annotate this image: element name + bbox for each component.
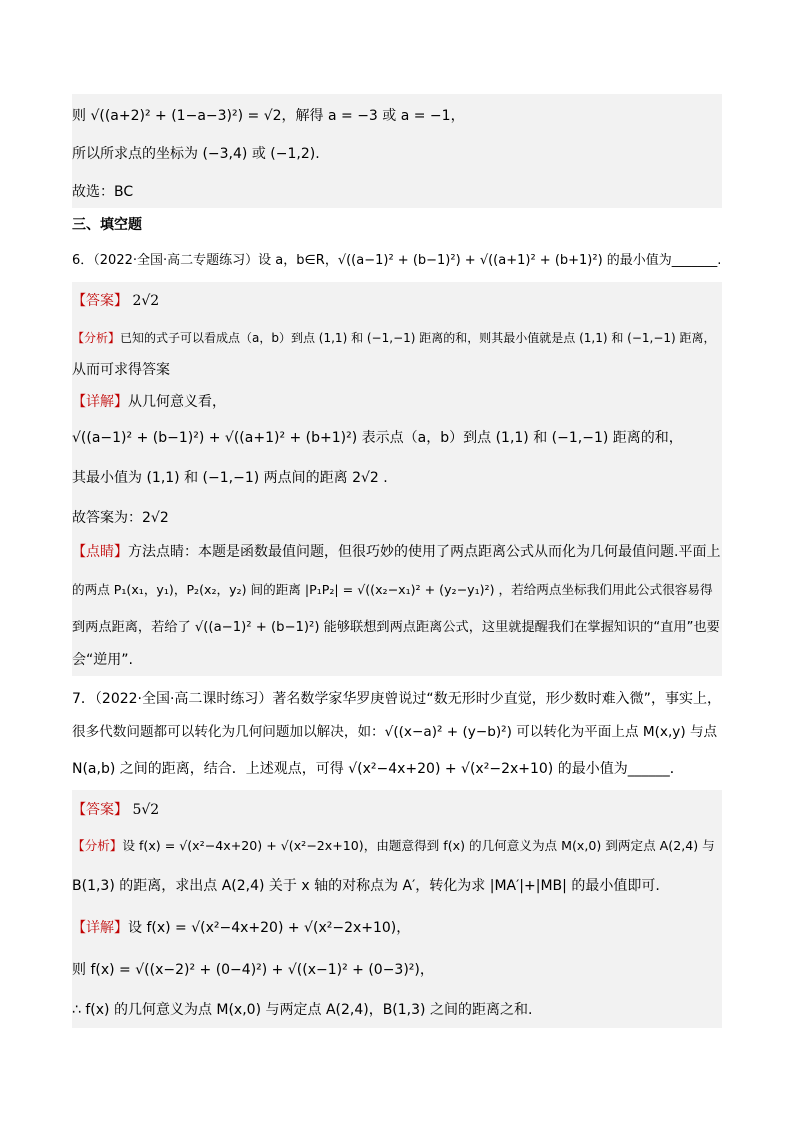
q6-detail-line: 故答案为：2√2	[72, 510, 169, 526]
q6-analysis-line: 从而可求得答案	[72, 362, 170, 378]
answer-tag: 【答案】	[72, 293, 128, 309]
point-text: 方法点睛：本题是函数最值问题，但很巧妙的使用了两点距离公式从而化为几何最值问题.平面上	[128, 544, 721, 560]
analysis-text: 已知的式子可以看成点（a，b）到点 (1,1) 和 (−1,−1) 距离的和，则其最小值就是点 (1,1) 和 (−1,−1) 距离，	[120, 331, 716, 345]
q7-detail-line: 则 f(x) = √((x−2)² + (0−4)²) + √((x−1)² + (0−3)²)，	[72, 962, 434, 978]
q7-answer-line	[72, 800, 159, 820]
prev-solution-line: 所以所求点的坐标为 (−3,4) 或 (−1,2).	[72, 146, 320, 162]
detail-text: 从几何意义看，	[128, 394, 226, 410]
analysis-tag: 【分析】	[72, 331, 121, 345]
q7-solution-shade	[72, 790, 722, 1028]
q6-answer-line	[72, 291, 159, 311]
prev-solution-line: 则 √((a+2)² + (1−a−3)²) = √2，解得 a = −3 或 a = −1，	[72, 108, 465, 124]
q6-stem: 6．（2022·全国·高二专题练习）设 a，b∈R，√((a−1)² + (b−1)²) + √((a+1)² + (b+1)²) 的最小值为_______.	[72, 253, 722, 268]
q7-analysis-line: B(1,3) 的距离，求出点 A(2,4) 关于 x 轴的对称点为 A′，转化为求 |MA′|+|MB| 的最小值即可.	[72, 878, 660, 894]
detail-tag: 【详解】	[72, 394, 128, 410]
analysis-tag: 【分析】	[72, 838, 123, 853]
answer-value: 5√2	[132, 802, 160, 818]
analysis-text: 设 f(x) = √(x²−4x+20) + √(x²−2x+10)，由题意得到 f(x) 的几何意义为点 M(x,0) 到两定点 A(2,4) 与	[122, 838, 715, 853]
q6-point-line	[72, 542, 720, 562]
q7-stem-line: 7．（2022·全国·高二课时练习）著名数学家华罗庚曾说过“数无形时少直觉，形少数时难入微”，事实上，	[72, 691, 721, 707]
q6-analysis-line	[72, 328, 716, 348]
point-tag: 【点睛】	[72, 544, 128, 560]
q7-analysis-line	[72, 836, 715, 856]
q6-detail-line	[72, 392, 226, 412]
q6-detail-line: 其最小值为 (1,1) 和 (−1,−1) 两点间的距离 2√2 .	[72, 470, 388, 486]
q7-detail-line	[72, 918, 410, 938]
answer-tag: 【答案】	[72, 802, 128, 818]
section-heading: 三、填空题	[72, 217, 142, 233]
answer-value: 2√2	[132, 293, 160, 309]
q6-point-line: 到两点距离，若给了 √((a−1)² + (b−1)²) 能够联想到两点距离公式，这里就提醒我们在掌握知识的“直用”也要	[72, 620, 720, 635]
q7-detail-line: ∴ f(x) 的几何意义为点 M(x,0) 与两定点 A(2,4)，B(1,3) 之间的距离之和.	[72, 1002, 533, 1018]
q7-stem-line: N(a,b) 之间的距离，结合．上述观点，可得 √(x²−4x+20) + √(x²−2x+10) 的最小值为______．	[72, 761, 684, 777]
detail-text: 设 f(x) = √(x²−4x+20) + √(x²−2x+10)，	[128, 920, 411, 936]
prev-solution-line: 故选：BC	[72, 184, 134, 200]
detail-tag: 【详解】	[72, 920, 128, 936]
q7-stem-line: 很多代数问题都可以转化为几何问题加以解决，如：√((x−a)² + (y−b)²) 可以转化为平面上点 M(x,y) 与点	[72, 724, 718, 740]
q6-point-line: 的两点 P₁(x₁，y₁)，P₂(x₂，y₂) 间的距离 |P₁P₂| = √((x₂−x₁)² + (y₂−y₁)²) ，若给两点坐标我们用此公式很容易得	[72, 582, 713, 597]
q6-detail-line: √((a−1)² + (b−1)²) + √((a+1)² + (b+1)²) 表示点（a，b）到点 (1,1) 和 (−1,−1) 距离的和，	[72, 430, 683, 446]
q6-point-line: 会“逆用”.	[72, 652, 133, 668]
